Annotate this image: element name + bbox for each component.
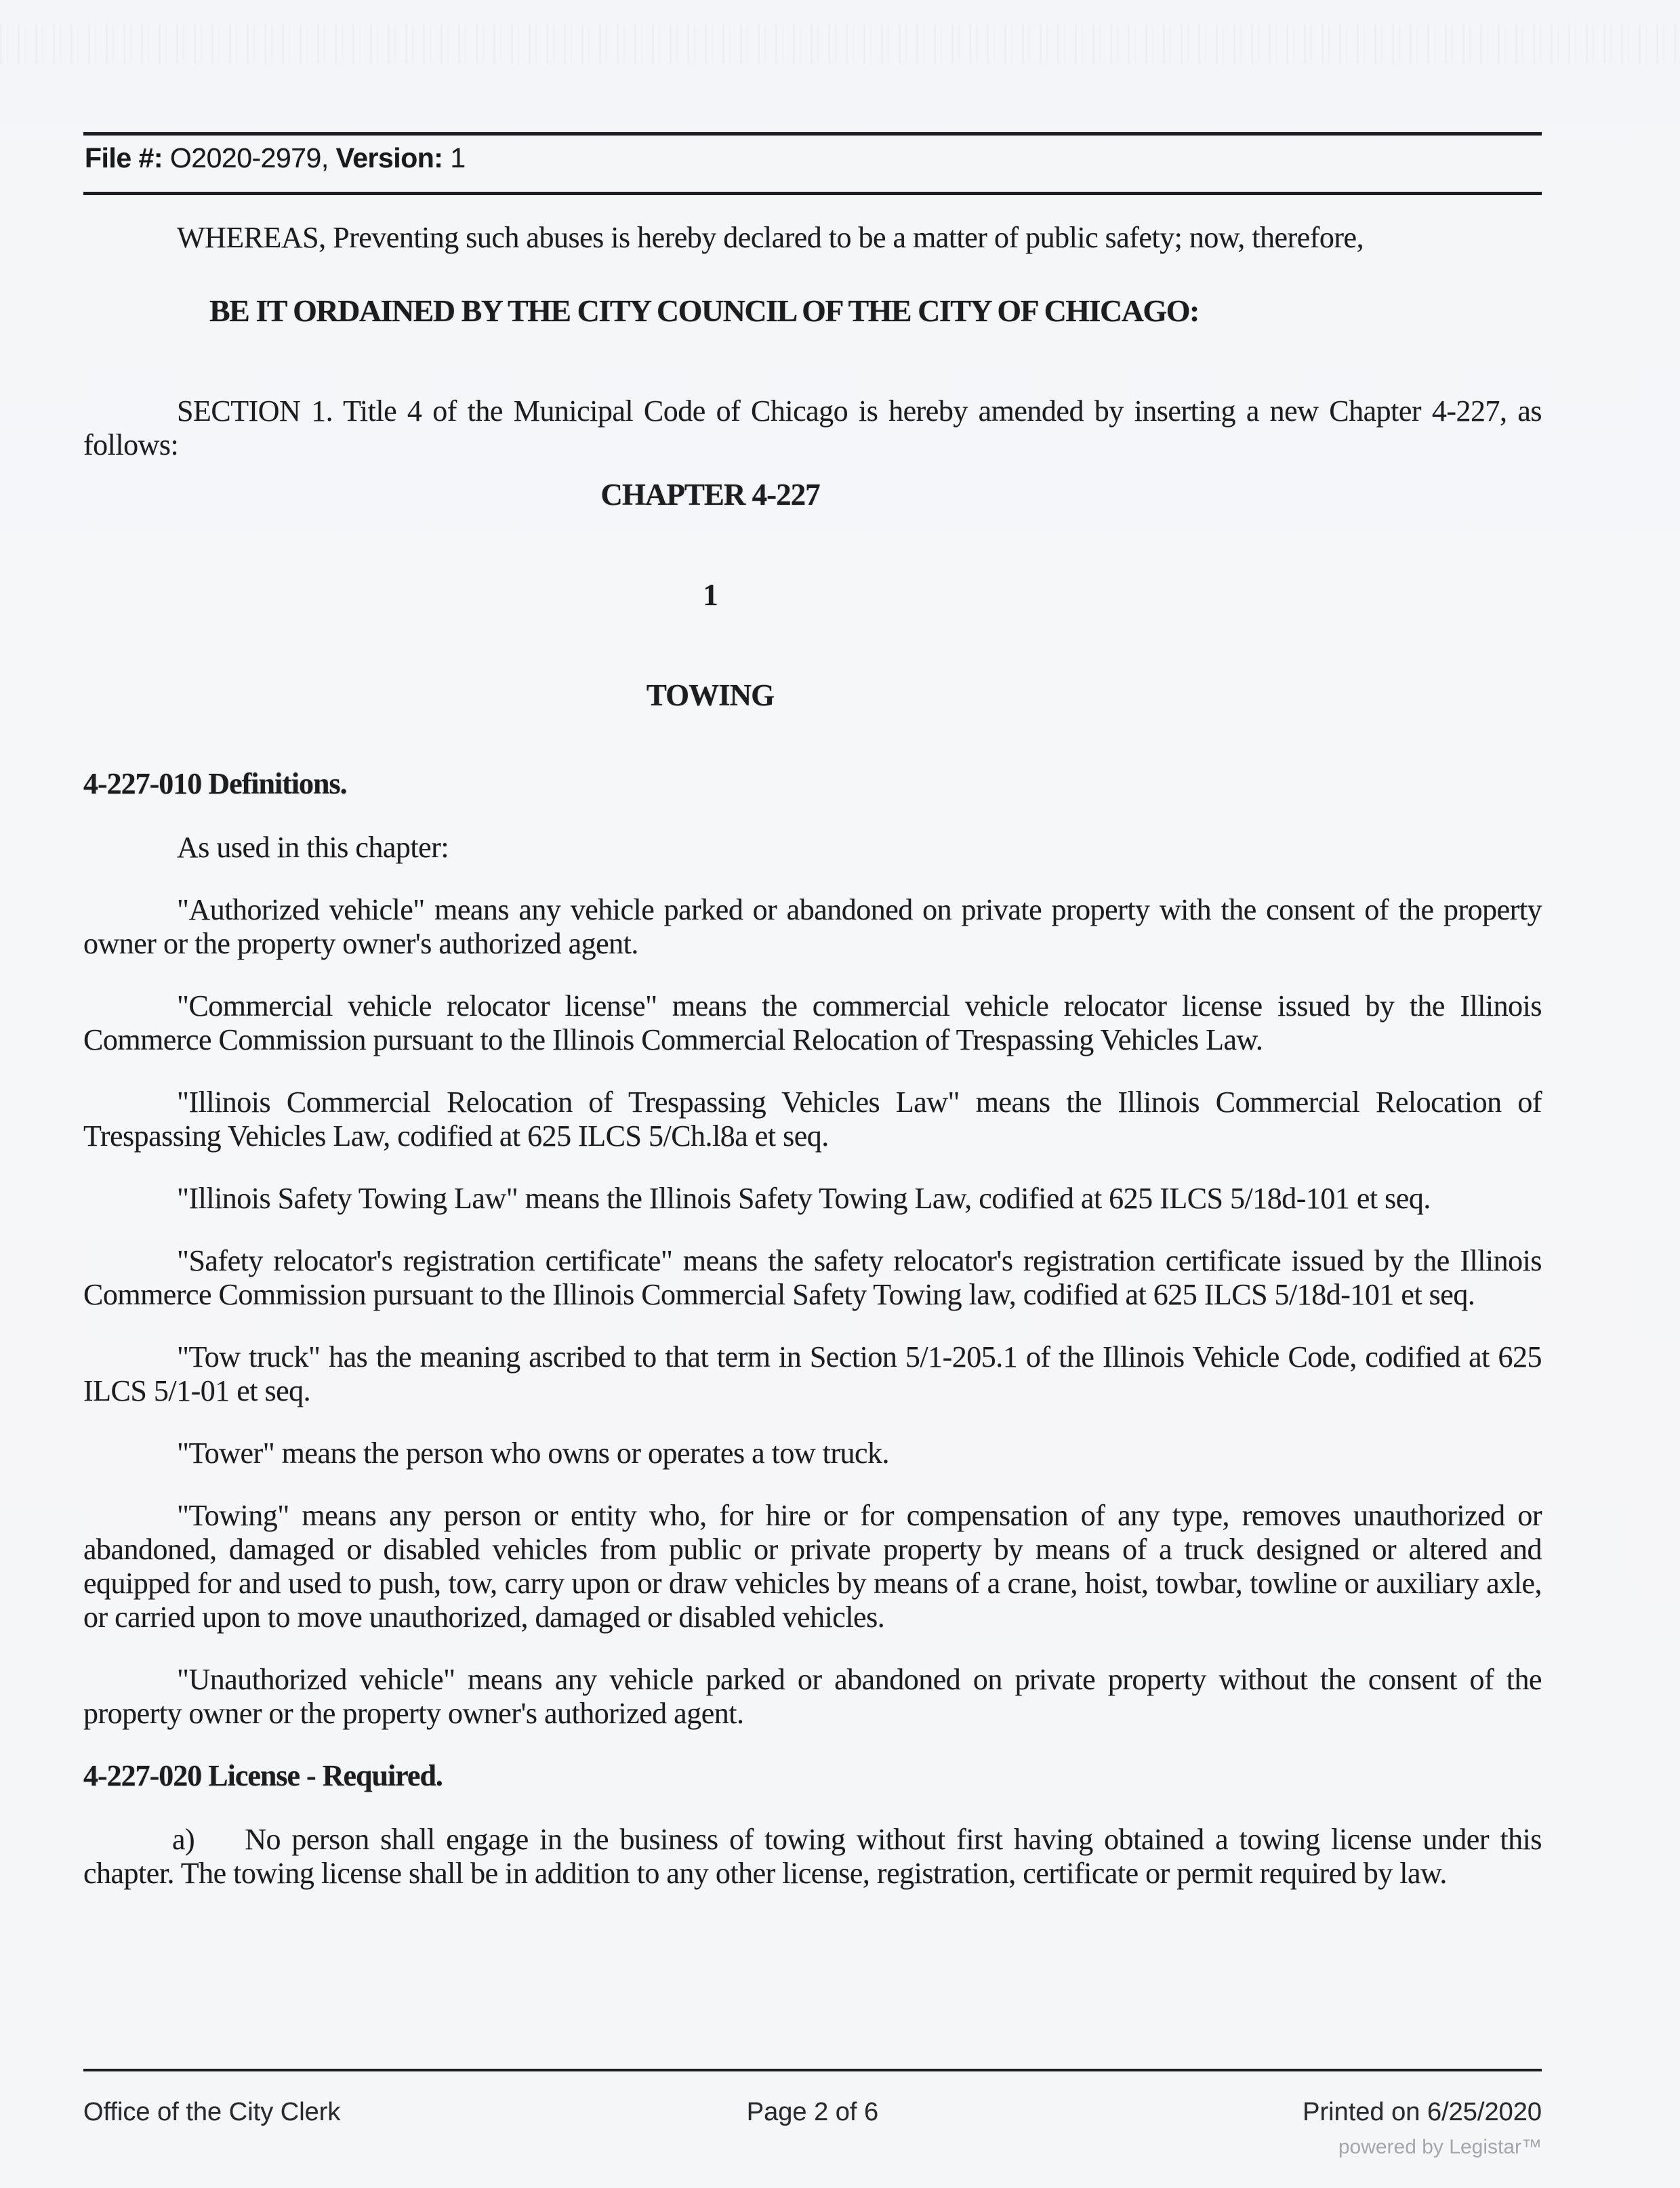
- chapter-title-towing: TOWING: [646, 678, 775, 712]
- header-rule-bottom: [83, 192, 1542, 195]
- file-header-line: [85, 142, 466, 174]
- definitions-intro: As used in this chapter:: [177, 831, 449, 864]
- whereas-clause: WHEREAS, Preventing such abuses is hereby declared to be a matter of public safety; now, therefore,: [177, 221, 1364, 254]
- license-required-item-a: [83, 1823, 1542, 1891]
- ordinance-body: [83, 221, 1542, 1891]
- header-rule-top: [83, 132, 1542, 136]
- license-required-item-a-text: No person shall engage in the business of towing without first having obtained a towing license under this chapter. The towing license shall be in addition to any other license, registration, certificate or permit required by law.: [83, 1823, 1542, 1890]
- footer-page-number: Page 2 of 6: [746, 2098, 879, 2126]
- definition-illinois-commercial-relocation-law: "Illinois Commercial Relocation of Trespassing Vehicles Law" means the Illinois Commercial Relocation of Trespassing Vehicles Law, codified at 625 ILCS 5/Ch.l8a et seq.: [83, 1086, 1542, 1153]
- chapter-heading: CHAPTER 4-227: [600, 478, 820, 512]
- section-1-text: SECTION 1. Title 4 of the Municipal Code of Chicago is hereby amended by inserting a new Chapter 4-227, as follows:: [83, 394, 1542, 461]
- file-label: File #:: [85, 142, 163, 173]
- scan-noise-artifact: [0, 24, 1680, 64]
- definition-authorized-vehicle: "Authorized vehicle" means any vehicle parked or abandoned on private property with the consent of the property owner or the property owner's authorized agent.: [83, 893, 1542, 960]
- definition-commercial-relocator-license: "Commercial vehicle relocator license" means the commercial vehicle relocator license issued by the Illinois Commerce Commission pursuant to the Illinois Commercial Relocation of Trespassing Vehicles Law.: [83, 989, 1542, 1056]
- definition-towing: "Towing" means any person or entity who, for hire or for compensation of any type, removes unauthorized or abandoned, damaged or disabled vehicles from public or private property by means of a truck designed or altered and equipped for and used to push, tow, carry upon or draw vehicles by means of a crane, hoist, towbar, towline or auxiliary axle, or carried upon to move unauthorized, damaged or disabled vehicles.: [83, 1499, 1542, 1634]
- definitions-heading: 4-227-010 Definitions.: [83, 767, 347, 800]
- enacting-clause: BE IT ORDAINED BY THE CITY COUNCIL OF THE CITY OF CHICAGO:: [209, 293, 1199, 328]
- legistar-branding: powered by Legistar™: [1338, 2136, 1542, 2158]
- list-marker-a: a): [172, 1823, 195, 1856]
- definition-unauthorized-vehicle: "Unauthorized vehicle" means any vehicle parked or abandoned on private property without the consent of the property owner or the property owner's authorized agent.: [83, 1663, 1542, 1730]
- version-label: Version:: [335, 142, 443, 173]
- footer-rule: [83, 2069, 1542, 2071]
- definition-illinois-safety-towing-law: "Illinois Safety Towing Law" means the Illinois Safety Towing Law, codified at 625 ILCS 5/18d-101 et seq.: [177, 1182, 1431, 1215]
- footer-office-label: Office of the City Clerk: [83, 2098, 341, 2126]
- definition-tow-truck: "Tow truck" has the meaning ascribed to that term in Section 5/1-205.1 of the Illinois Vehicle Code, codified at 625 ILCS 5/1-01 et seq.: [83, 1340, 1542, 1407]
- footer-printed-date: Printed on 6/25/2020: [1303, 2098, 1542, 2126]
- chapter-part-number: 1: [703, 578, 718, 612]
- file-number: O2020-2979,: [169, 142, 329, 173]
- version-value: 1: [450, 142, 466, 173]
- definition-safety-relocator-certificate: "Safety relocator's registration certificate" means the safety relocator's registration certificate issued by the Illinois Commerce Commission pursuant to the Illinois Commercial Safety Towing law, codified at 625 ILCS 5/18d-101 et seq.: [83, 1244, 1542, 1311]
- definition-tower: "Tower" means the person who owns or operates a tow truck.: [177, 1437, 889, 1470]
- license-required-heading: 4-227-020 License - Required.: [83, 1759, 443, 1792]
